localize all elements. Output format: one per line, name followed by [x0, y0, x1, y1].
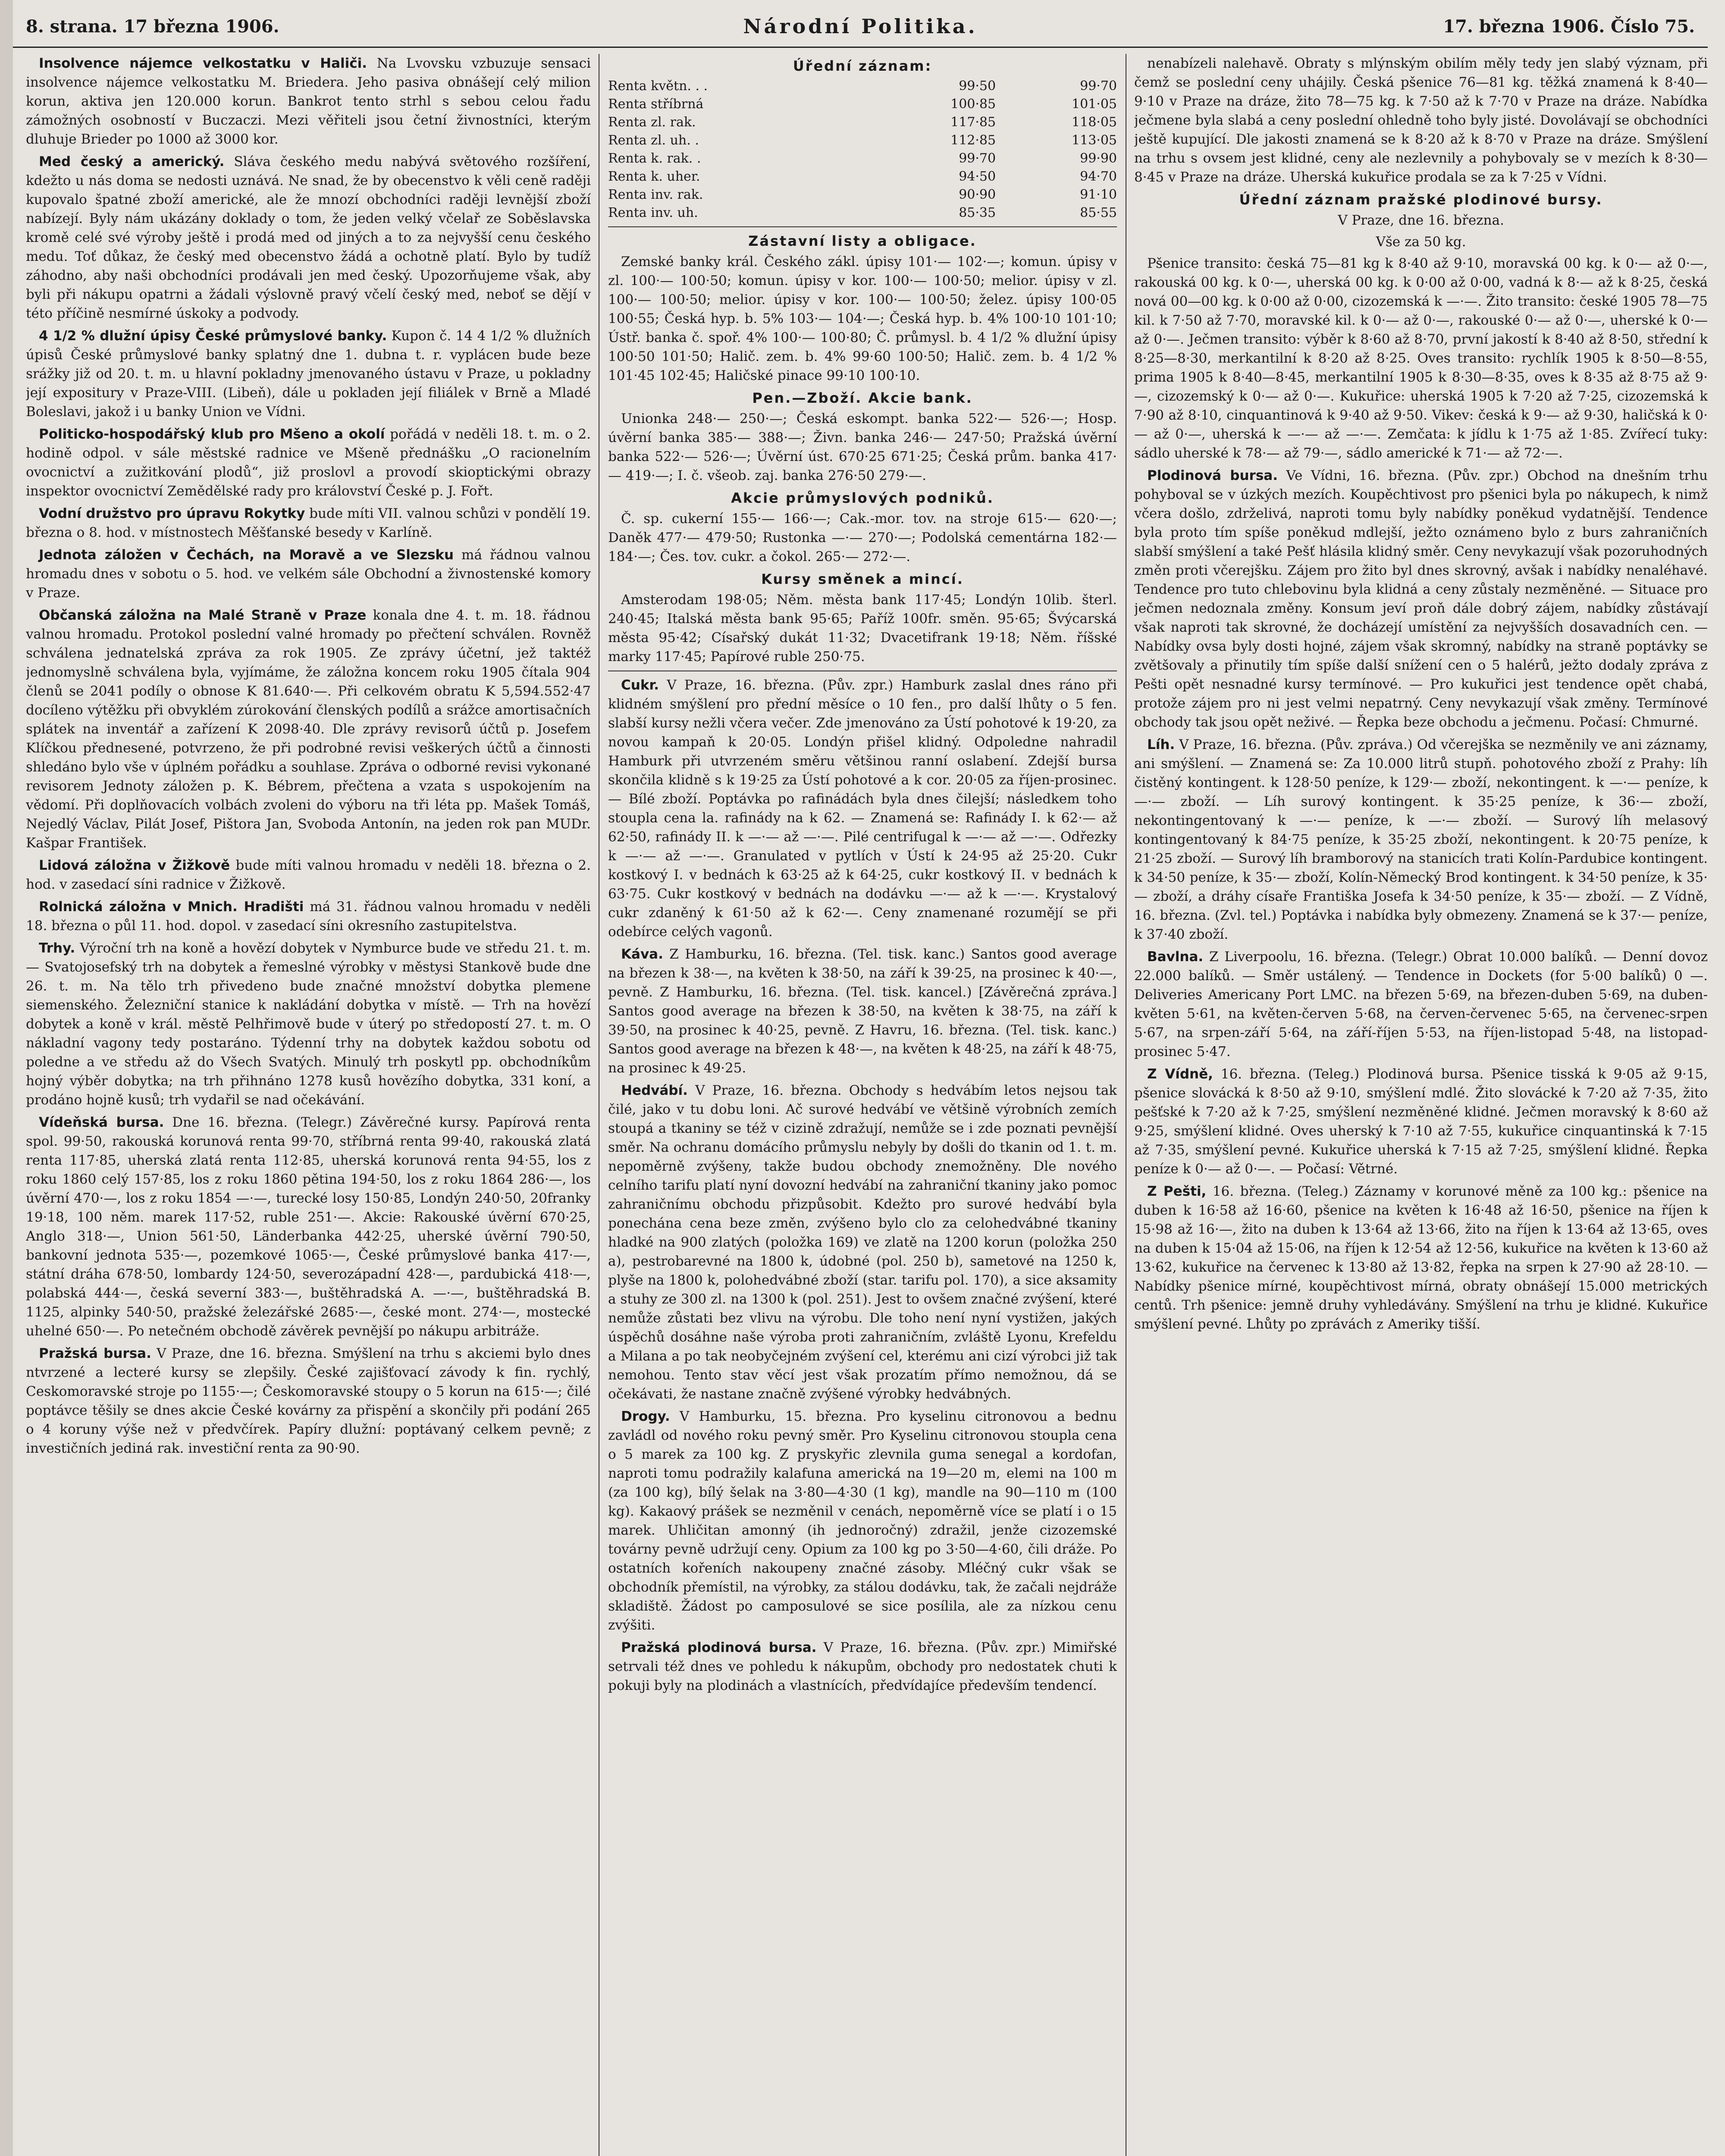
- article-heading: Insolvence nájemce velkostatku v Haliči.: [39, 56, 367, 71]
- table-cell: 99·70: [959, 151, 996, 166]
- newspaper-title: Národní Politika.: [743, 15, 978, 38]
- article-insolvence: [26, 54, 591, 149]
- article-videnska-bursa: [26, 1113, 591, 1341]
- article-heading: Plodinová bursa.: [1147, 468, 1278, 483]
- section-heading: Akcie průmyslových podniků.: [731, 490, 994, 506]
- section-divider: [608, 226, 1117, 227]
- article-lih: [1134, 735, 1708, 944]
- article-plodinova-bursa: [608, 1638, 1117, 1695]
- article-prazska-bursa: [26, 1344, 591, 1458]
- article-klub: [26, 425, 591, 501]
- table-cell: 101·05: [1072, 97, 1117, 112]
- section-subheading: Vše za 50 kg.: [1376, 234, 1466, 250]
- article-heading: Z Pešti,: [1147, 1184, 1207, 1199]
- scan-edge: [0, 0, 13, 2156]
- article-heading: Politicko-hospodářský klub pro Mšeno a okolí: [39, 426, 385, 442]
- article-upisy: [26, 326, 591, 421]
- table-cell: 117·85: [950, 115, 996, 130]
- article-heading: Cukr.: [621, 677, 659, 693]
- article-lidova: [26, 856, 591, 894]
- article-heading: Líh.: [1147, 737, 1175, 752]
- table-row: [608, 204, 1117, 222]
- article-body: Kupon č. 14 4 1/2 % dlužních úpisů České průmyslové banky splatný dne 1. dubna t. r. vyplácen bude beze srážky již od 20. t. m. u hlavní pokladny jmenovaného ústavu v Praze, u pokladny její expositury v Praze-VIII. (Libeň), dále u pokladen její filiálek v Brně a Mladé Boleslavi, jakož i u banky Union ve Vídni.: [26, 328, 591, 420]
- article-bavlna: [1134, 947, 1708, 1061]
- table-cell: 113·05: [1072, 133, 1117, 148]
- column-middle: [608, 54, 1117, 2156]
- table-cell: 85·55: [1080, 205, 1117, 220]
- article-body: 16. března. (Teleg.) Plodinová bursa. Pšenice tisská k 9·05 až 9·15, pšenice slovácká k 8·50 až 9·10, smýšlení mdlé. Žito slovácké k 7·20 až 7·35, žito pešťské k 7·20 až k 7·25, smýšlení nezměněné klidné. Ječmen moravský k 8·60 až 9·25, smýšlení klidné. Oves uherský k 7·10 až 7·55, kukuřice cinquantinská k 7·15 až 7·35, smýšlení pevné. Kukuřice uherská k 7·15 až 7·25, smýšlení klidné. Řepka peníze k 0·— až 0·—. — Počasí: Větrné.: [1134, 1066, 1708, 1177]
- article-heading: Rolnická záložna v Mnich. Hradišti: [39, 899, 304, 915]
- article-heading: Bavlna.: [1147, 949, 1204, 965]
- article-heading: Vídeňská bursa.: [39, 1115, 164, 1130]
- article-body: Ve Vídni, 16. března. (Pův. zpr.) Obchod na dnešním trhu pohyboval se v úzkých mezích. Koupěchtivost pro pšenici byla po nákupech, k nimž včera došlo, zdrželivá, naproti tomu byly nabídky poněkud vydatnější. Tendence byla proto tím spíše poněkud mdlejší, ježto oznámeno bylo z burs zahraničních slabší smýšlení a také Pešť hlásila klidný směr. Ceny nevykazují však pozoruhodných změn proti včerejšku. Zájem pro žito byl dnes skrovný, avšak i nabídky nenaléhavé. Tendence pro tuto chlebovinu byla klidná a ceny zůstaly nezměněné. — Situace pro ječmen nedoznala změny. Konsum jeví proň dále dobrý zájem, nabídky zůstávají však naproti tak skrovné, že docházejí umístění za nejvyšších dosavadních cen. — Nabídky ovsa byly dosti hojné, zájem však skromný, nabídky na straně poptávky se zvětšovaly a přinutily tím spíše další snížení cen o 5 halérů, ježto dodaly zpráva z Pešti opět nesnadné kursy termínové. — Pro kukuřici jest tendence opět chabá, protože zájem pro ni jest velmi nepatrný. Ceny nevykazují však změny. Termínové obchody tak jsou opět neživé. — Řepka beze obchodu a ječmenu. Počasí: Chmurné.: [1134, 468, 1708, 730]
- article-body: Z Hamburku, 16. března. (Tel. tisk. kanc.) Santos good average na březen k 38·—, na květen k 38·50, na září k 39·25, na prosinec k 40·—, pevně. Z Hamburku, 16. března. (Tel. tisk. kancel.) [Závěrečná zpráva.] Santos good average na březen k 38·50, na květen k 38·75, na září k 39·50, na prosinec k 40·25, pevně. Z Havru, 16. března. (Tel. tisk. kanc.) Santos good average na březen k 48·—, na květen k 48·25, na září k 48·75, na prosinec k 49·25.: [608, 946, 1117, 1076]
- article-hedvabi: [608, 1081, 1117, 1404]
- article-trhy: [26, 939, 591, 1109]
- table-cell: Renta zl. rak.: [608, 115, 696, 130]
- article-body: pořádá v neděli 18. t. m. o 2. hodině odpol. v sále městské radnice ve Mšeně přednášku „O racionelním ovocnictví a zužitkování plodů“, již proslovl a provodí skioptickými obrazy inspektor ovocnictví Zemědělské rady pro království České p. J. Fořt.: [26, 426, 591, 499]
- table-row: [608, 150, 1117, 168]
- section-text: Č. sp. cukerní 155·— 166·—; Cak.-mor. tov. na stroje 615·— 620·—; Daněk 477·— 479·50; Rustonka —·— 270·—; Podolská cementárna 182·— 184·—; Čes. tov. cukr. a čokol. 265·— 272·—.: [608, 511, 1117, 564]
- article-heading: Pražská bursa.: [39, 1346, 151, 1361]
- article-heading: Jednota záložen v Čechách, na Moravě a ve Slezsku: [39, 547, 454, 563]
- article-jednota: [26, 545, 591, 602]
- table-cell: 94·50: [959, 169, 996, 184]
- section-text: Pšenice transito: česká 75—81 kg k 8·40 až 9·10, moravská 00 kg. k 0·— až 0·—, rakouská 00 kg. k 0·—, uherská 00 kg. k 0·00 až 0·00, vadná k 8·— až k 8·25, česká nová 00—00 kg. k 0·00 až 0·00, cizozemská k —·—. Žito transito: české 1905 78—75 kil. k 7·50 až 7·70, moravské kil. k 0·— až 0·—, rakouské 0·— až 0·—, uherské k 0·— až 0·—. Ječmen transito: výběr k 8·60 až 8·70, první jakostí k 8·40 až 8·50, střední k 8·25—8·30, merkantilní k 8·20 až 8·25. Oves transito: rychlík 1905 k 8·50—8·55, prima 1905 k 8·40—8·45, merkantilní 1905 k 8·30—8·35, oves k 8·35 až 8·75 až 9·—, cizozemský k 0·— až 0·—. Kukuřice: uherská 1905 k 7·20 až 7·25, cizozemská k 7·90 až 8·10, cinquantinová k 9·40 až 9·50. Vikev: česká k 9·— až 9·30, haličská k 0·— až 0·—, uherská k —·— až —·—. Zemčata: k jídlu k 1·75 až 1·85. Zvířecí tuky: sádlo uherské k 78·— až 79·—, sádlo americké k 71·— až 72·—.: [1134, 256, 1708, 461]
- article-plodinova: [1134, 466, 1708, 732]
- official-record-heading: Úřední záznam:: [793, 58, 932, 74]
- article-body: Na Lvovsku vzbuzuje sensaci insolvence nájemce velkostatku M. Briedera. Jeho pasiva obnášejí celý milion korun, aktiva jen 120.000 korun. Bankrot tento strhl s sebou celou řadu zámožných osobností v Buczaczi. Mezi věřiteli jsou četní živnostníci, kterým dluhuje Brieder po 1000 až 3000 kor.: [26, 56, 591, 147]
- article-continuation: nenabízeli nalehavě. Obraty s mlýnským obilím měly tedy jen slabý význam, při čemž se poslední ceny uhájily. Česká pšenice 76—81 kg. těžká znamená k 8·40—9·10 v Praze na dráze, žito 78—75 kg. k 7·50 až k 7·70 v Praze na dráze. Nabídka ječmene byla slabá a ceny poslední ohledně toho byly jisté. Dovolávají se obchodníci ještě kupující. Dle jakosti znamená se k 8·20 až k 8·70 v Praze na dráze. Smýšlení na trhu s ovsem jest klidné, ceny ale nezlevnily a pohybovaly se v mezích k 8·30—8·45 v Praze na dráze. Uherská kukuřice prodala se za k 7·25 v Vídni.: [1134, 56, 1708, 185]
- table-cell: 118·05: [1072, 115, 1117, 130]
- table-cell: 112·85: [950, 133, 996, 148]
- article-body: má 31. řádnou valnou hromadu v neděli 18. března o půl 11. hod. dopol. v zasedací síni okresního zastupitelstva.: [26, 899, 591, 934]
- article-body: V Praze, 16. března. (Pův. zpr.) Mimiřské setrvali též dnes ve pohledu k nákupům, obchody pro nedostatek chuti k pokuji byly na plodinách a vlastnících, předvídajíce především tendencí.: [608, 1640, 1117, 1693]
- section-heading: Zástavní listy a obligace.: [748, 233, 977, 249]
- section-text: Unionka 248·— 250·—; Česká eskompt. banka 522·— 526·—; Hosp. úvěrní banka 385·— 388·—; Živn. banka 246·— 247·50; Pražská úvěrní banka 522·— 526·—; Úvěrní úst. 670·25 671·25; Česká prům. banka 417·— 419·—; I. č. všeob. zaj. banka 276·50 279·—.: [608, 411, 1117, 483]
- header-page-date: 8. strana. 17 března 1906.: [26, 16, 279, 37]
- table-cell: 99·90: [1080, 151, 1117, 166]
- table-row: [608, 132, 1117, 150]
- article-rolnicka: [26, 897, 591, 935]
- article-heading: Vodní družstvo pro úpravu Rokytky: [39, 506, 305, 521]
- table-cell: 100·85: [950, 97, 996, 112]
- article-heading: Pražská plodinová bursa.: [621, 1640, 817, 1655]
- article-vodni: [26, 504, 591, 542]
- article-heading: Trhy.: [39, 940, 75, 956]
- table-cell: 94·70: [1080, 169, 1117, 184]
- table-cell: Renta inv. uh.: [608, 205, 698, 220]
- article-kava: [608, 945, 1117, 1078]
- article-body: má řádnou valnou hromadu dnes v sobotu o 5. hod. ve velkém sále Obchodní a živnostenské komory v Praze.: [26, 547, 591, 601]
- article-body: Sláva českého medu nabývá světového rozšíření, kdežto u nás doma se nedosti uznává. Ne snad, že by obecenstvo k věli ceně raději kupovalo špatné zboží americké, ale že mnozí obchodníci raději levnější zboží nabízejí. Byly nám ukázány doklady o tom, že jeden velký včelař ze Soběslavska kromě celé své výroby ještě i prodá med od jiných a to za nejvyšší cenu českého medu. Toť důkaz, že český med obecenstvo žádá a ochotně platí. Bylo by tudíž záhodno, aby naši obchodníci prodávali jen med český. Upozorňujeme však, aby byli při nákupu opatrni a žádali výslovně pravý včelí český med, neboť se dějí v této příčině nesmírné úskoky a podvody.: [26, 154, 591, 321]
- article-body: V Praze, 16. března. (Pův. zpr.) Hamburk zaslal dnes ráno při klidném smýšlení pro přední měsíce o 10 fen., pro další lhůty o 5 fen. slabší kursy nežli včera večer. Zde jmenováno za Ústí pohotové k 19·20, za novou kampaň k 20·05. Londýn přišel klidný. Odpoledne nahradil Hamburk při utvrzeném směru většinou ranní oslabení. Zdejší bursa skončila klidně s k 19·25 za Ústí pohotové a k cor. 20·05 za říjen-prosinec. — Bílé zboží. Poptávka po rafinádách byla dnes čilejší; následkem toho stoupla cena la. rafinády na k 62. — Znamená se: Rafinády I. k 62·— až 62·50, rafinády II. k —·— až —·—. Pilé centrifugal k —·— až —·—. Odřezky k —·— až —·—. Granulated v pytlích v Ústí k 24·95 až 25·20. Cukr kostkový I. v bednách k 63·25 až k 64·25, cukr kostkový II. v bednách k 63·75. Cukr kostkový v bednách na dodávku —·— až k —·—. Krystalový cukr zdaněný k 61·50 až k 62·—. Ceny znamenané rozumějí se při odebírce celých vagonů.: [608, 677, 1117, 940]
- article-heading: Hedvábí.: [621, 1083, 688, 1098]
- article-body: bude míti VII. valnou schůzi v pondělí 19. března o 8. hod. v místnostech Měšťanské besedy v Karlíně.: [26, 506, 591, 540]
- article-heading: Z Vídně,: [1147, 1066, 1213, 1082]
- article-obcanska: [26, 606, 591, 852]
- section-heading: Pen.—Zboží. Akcie bank.: [752, 390, 973, 406]
- article-heading: Káva.: [621, 946, 663, 962]
- column-left: [26, 54, 591, 2156]
- table-cell: Renta k. rak. .: [608, 151, 701, 166]
- column-right: [1134, 54, 1708, 2156]
- table-row: [608, 77, 1117, 95]
- table-cell: 99·70: [1080, 78, 1117, 94]
- government-bonds-table: [608, 77, 1117, 222]
- article-z-pesti: [1134, 1182, 1708, 1334]
- page-header: [13, 9, 1708, 48]
- article-body: konala dne 4. t. m. 18. řádnou valnou hromadu. Protokol poslední valné hromady po přečtení schválen. Rovněž schválena jednatelská zpráva za rok 1905. Ze zprávy účetní, jež taktéž jednomyslně schválena byla, vyjímáme, že záložna koncem roku 1905 čítala 904 členů se 2041 podíly o obnose K 81.640·—. Při celkovém obratu K 5,594.552·47 docíleno výtěžku při obvyklém zúrokování členských podílů a srážce amortisačních splátek na inventář a zařízení K 2098·40. Dle zprávy revisorů účtů p. Josefem Klíčkou přednesené, potvrzeno, že při podrobné revisi veškerých účtů a činnosti shledáno bylo vše v úplném pořádku a souhlase. Zpráva o odborné revisi vykonané revisorem Jednoty záložen p. K. Bébrem, přečtena a vzata s uspokojením na vědomí. Při doplňovacích volbách zvoleni do výboru na tři léta pp. Mašek Tomáš, Nejedlý Václav, Pilát Josef, Pištora Jan, Svoboda Antonín, na jeden rok pan MUDr. Kašpar František.: [26, 608, 591, 851]
- article-body: Dne 16. března. (Telegr.) Závěrečné kursy. Papírová renta spol. 99·50, rakouská korunová renta 99·70, stříbrná renta 99·40, rakouská zlatá renta 117·85, uherská zlatá renta 112·85, uherská korunová renta 94·55, los z roku 1860 celý 157·85, los z roku 1860 pětina 194·50, los z roku 1864 286·—, los úvěrní 470·—, los z roku 1854 —·—, turecké losy 150·85, Londýn 240·50, 20franky 19·18, 100 něm. marek 117·52, ruble 251·—. Akcie: Rakouské úvěrní 670·25, Anglo 318·—, Union 561·50, Länderbanka 442·25, uherské úvěrní 790·50, bankovní jednota 535·—, pozemkové 1065·—, České průmyslové banka 417·—, státní dráha 678·50, lombardy 124·50, severozápadní 428·—, pardubická 418·—, polabská 444·—, česká severní 383·—, buštěhradská A. —·—, buštěhradská B. 1125, alpinky 540·50, pražské železářské 2685·—, české mont. 274·—, mostecké uhelné 650·—. Po netečném obchodě závěrek pevnější po nákupu arbitráže.: [26, 1115, 591, 1339]
- table-cell: 99·50: [959, 78, 996, 94]
- article-body: V Hamburku, 15. března. Pro kyselinu citronovou a bednu zavládl od nového roku pevný směr. Pro Kyselinu citronovou stoupla cena o 5 marek za 100 kg. Z pryskyřic zlevnila guma senegal a kordofan, naproti tomu podražily kalafuna americká na 19—20 m, elemi na 100 m (za 100 kg), bílý šelak na 3·80—4·30 (1 kg), mandle na 90—110 m (100 kg). Kakaový prášek se nezměnil v cenách, nepoměrně více se platí i o 15 marek. Uhličitan amonný (ih jednoročný) zdražil, jenže cizozemské továrny pevně udržují ceny. Opium za 100 kg po 3·50—4·60, čili dráže. Po ostatních kořeních nakoupeny značné zásoby. Mléčný cukr však se obchodník přemístil, na výrobky, za stálou dodávku, tak, že začali nejdráže skladiště. Žádost po camposulové se sice posílila, ale za nízkou cenu zvýšiti.: [608, 1409, 1117, 1633]
- table-cell: Renta k. uher.: [608, 169, 700, 184]
- article-heading: 4 1/2 % dlužní úpisy České průmyslové banky.: [39, 328, 387, 344]
- table-row: [608, 113, 1117, 132]
- table-row: [608, 168, 1117, 186]
- table-cell: Renta zl. uh. .: [608, 133, 699, 148]
- section-dateline: V Praze, dne 16. března.: [1338, 213, 1504, 228]
- article-body: bude míti valnou hromadu v neděli 18. března o 2. hod. v zasedací síni radnice v Žižkově.: [26, 858, 591, 892]
- article-med: [26, 152, 591, 323]
- header-issue-number: 17. března 1906. Číslo 75.: [1443, 16, 1695, 37]
- article-body: V Praze, 16. března. (Pův. zpráva.) Od včerejška se nezměnily ve ani záznamy, ani smýšlení. — Znamená se: Za 10.000 litrů stupň. pohotového zboží z Prahy: líh čistěný kontingent. k 128·50 peníze, k 129·— zboží, nekontingent. k —·— peníze, k —·— zboží. — Líh surový kontingent. k 35·25 peníze, k 36·— zboží, nekontingentovaný k —·— peníze, k —·— zboží. — Surový líh melasový kontingentovaný k 84·75 peníze, k 35·25 zboží, nekontingent. k 20·75 peníze, k 21·25 zboží. — Surový líh bramborový na stanicích trati Kolín-Pardubice kontingent. k 34·50 peníze, k 35·— zboží, Kolín-Německý Brod kontingent. k 34·50 peníze, k 35·— zboží, a dráhy císaře Františka Josefa k 34·50 peníze, k 35·— zboží. — Z Vídně, 16. března. (Zvl. tel.) Poptávka i nabídka byly obmezeny. Znamená se k 37·— peníze, k 37·40 zboží.: [1134, 737, 1708, 942]
- section-text: Zemské banky král. Českého zákl. úpisy 101·— 102·—; komun. úpisy v zl. 100·— 100·50; komun. úpisy v kor. 100·— 100·50; melior. úpisy v zl. 100·— 100·50; melior. úpisy v kor. 100·— 100·50; želez. úpisy 100·05 100·55; Česká hyp. b. 5% 103·— 104·—; Česká hyp. b. 4% 100·10 101·10; Ústř. banka č. spoř. 4% 100·— 100·80; Č. průmysl. b. 4 1/2 % dlužní úpisy 100·50 101·50; Halič. zem. b. 4% 99·60 100·50; Halič. zem. b. 4 1/2 % 101·45 102·45; Haličské pinace 99·10 100·10.: [608, 254, 1117, 383]
- article-body: V Praze, dne 16. března. Smýšlení na trhu s akciemi bylo dnes ntvrzené a lecteré kursy se zlepšily. České zajišťovací závody k fin. rychlý, Ceskomoravské stroje po 1155·—; Českomoravské stoupy o 5 korun na 615·—; čilé poptávce těšily se dnes akcie České kovárny za přispění a skončily při podání 265 o 4 koruny výše než v předvčírek. Papíry dlužní: poptávaný celkem pevně; z investičních jediná rak. investiční renta za 90·90.: [26, 1346, 591, 1456]
- article-heading: Lidová záložna v Žižkově: [39, 858, 230, 873]
- table-cell: 91·10: [1080, 187, 1117, 202]
- section-heading: Úřední záznam pražské plodinové bursy.: [1239, 191, 1603, 208]
- article-body: 16. března. (Teleg.) Záznamy v korunové měně za 100 kg.: pšenice na duben k 16·58 až 16·60, pšenice na květen k 16·48 až 16·50, pšenice na říjen k 15·98 až 16·—, žito na duben k 13·64 až 13·66, žito na říjen k 13·64 až 13·65, oves na duben k 15·04 až 15·06, na říjen k 12·54 až 12·56, kukuřice na květen k 13·60 až 13·62, kukuřice na červenec k 13·80 až 13·82, řepka na srpen k 27·90 až 28·10. — Nabídky pšenice mírné, koupěchtivost mírná, obraty obnášejí 15.000 metrických centů. Trh pšenice: jemně druhy vyhledávány. Smýšlení na trhu je klidné. Kukuřice smýšlení pevné. Lhůty po zprávách z Ameriky tišší.: [1134, 1184, 1708, 1332]
- article-body: Výroční trh na koně a hovězí dobytek v Nymburce bude ve středu 21. t. m. — Svatojosefský trh na dobytek a řemeslné výrobky v městysi Stankově bude dne 26. t. m. Na tělo trh přivedeno bude značné množství dobytka plemene siemenského. Železniční stanice k nakládání dobytka v místě. — Trh na hovězí dobytek a koně v král. městě Pelhřimově bude v úterý po středopostí 27. t. m. O nákladní vagony tedy postaráno. Týdenní trhy na dobytek každou sobotu od poledne a ve středu až do Všech Svatých. Minulý trh poskytl pp. obchodníkům hojný výběr dobytka; na trh přihnáno 1278 kusů hovězího dobytka, 331 koní, a prodáno hojně kusů; trh vydařil se nad očekávání.: [26, 940, 591, 1108]
- table-row: [608, 186, 1117, 204]
- table-cell: 90·90: [959, 187, 996, 202]
- table-row: [608, 95, 1117, 113]
- article-drogy: [608, 1407, 1117, 1635]
- table-cell: Renta květn. . .: [608, 78, 708, 94]
- table-cell: Renta stříbrná: [608, 97, 704, 112]
- article-z-vidne: [1134, 1065, 1708, 1178]
- article-heading: Drogy.: [621, 1409, 670, 1424]
- article-cukr: [608, 676, 1117, 941]
- article-body: V Praze, 16. března. Obchody s hedvábím letos nejsou tak čilé, jako v tu dobu loni. Ač surové hedvábí ve většině výrobních zemích stoupá a tkaniny se též v cizině zdražují, nemůže se i zde poznati pevnější směr. Na ochranu domácího průmyslu nebyly by došli do tkanin od 1. t. m. nepoměrně zvýšeny, takže budou obchody znemožněny. Dle nového celního tarifu platí nyní dovozní hedvábí na zahraniční tkaniny jako pomoc zahraničnímu obchodu přizpůsobit. Kdežto pro surové hedvábí byla ponechána cena beze změn, zvýšeno bylo clo za celohedvábné tkaniny hladké na 900 zlatých (položka 169) ve zlatě na 1200 korun (položka 250 a), pestrobarevné na 1800 k, údobné (pol. 250 b), sametové na 1250 k, plyše na 1800 k, polohedvábné zboží (star. tarifu pol. 170), a sice aksamity a stuhy ze 300 zl. na 1300 k (pol. 251). Jest to ovšem značné zvýšení, které nemůže zůstati bez vlivu na výrobu. Dle toho není nyní vystižen, jakých úspěchů dosáhne naše výroba proti zahraničním, zvláště Lyonu, Krefeldu a Milana a po tak neobyčejném zvýšení cel, kterému ani cizí výrobci již tak nemohou. Tento stav věcí jest však prozatím přímo nemožnou, dá se očekávati, že nastane značně zvýšené výrobky hedvábných.: [608, 1083, 1117, 1402]
- table-cell: Renta inv. rak.: [608, 187, 703, 202]
- article-heading: Občanská záložna na Malé Straně v Praze: [39, 608, 367, 623]
- article-body: Z Liverpoolu, 16. března. (Telegr.) Obrat 10.000 balíků. — Denní dovoz 22.000 balíků. — Směr ustálený. — Tendence in Dockets (for 5·00 balíků) 0 —. Deliveries Americany Port LMC. na březen 5·69, na březen-duben 5·69, na duben-květen 5·61, na květen-červen 5·68, na červen-červenec 5·65, na červenec-srpen 5·67, na srpen-září 5·64, na září-říjen 5·53, na říjen-listopad 5·48, na listopad-prosinec 5·47.: [1134, 949, 1708, 1059]
- section-heading: Kursy směnek a mincí.: [761, 571, 964, 587]
- article-heading: Med český a americký.: [39, 154, 225, 169]
- section-text: Amsterodam 198·05; Něm. města bank 117·45; Londýn 10lib. šterl. 240·45; Italská města bank 95·65; Paříž 100fr. směn. 95·65; Švýcarská města 95·42; Císařský dukát 11·32; Dvacetifrank 19·18; Něm. říšské marky 117·45; Papírové ruble 250·75.: [608, 592, 1117, 664]
- table-cell: 85·35: [959, 205, 996, 220]
